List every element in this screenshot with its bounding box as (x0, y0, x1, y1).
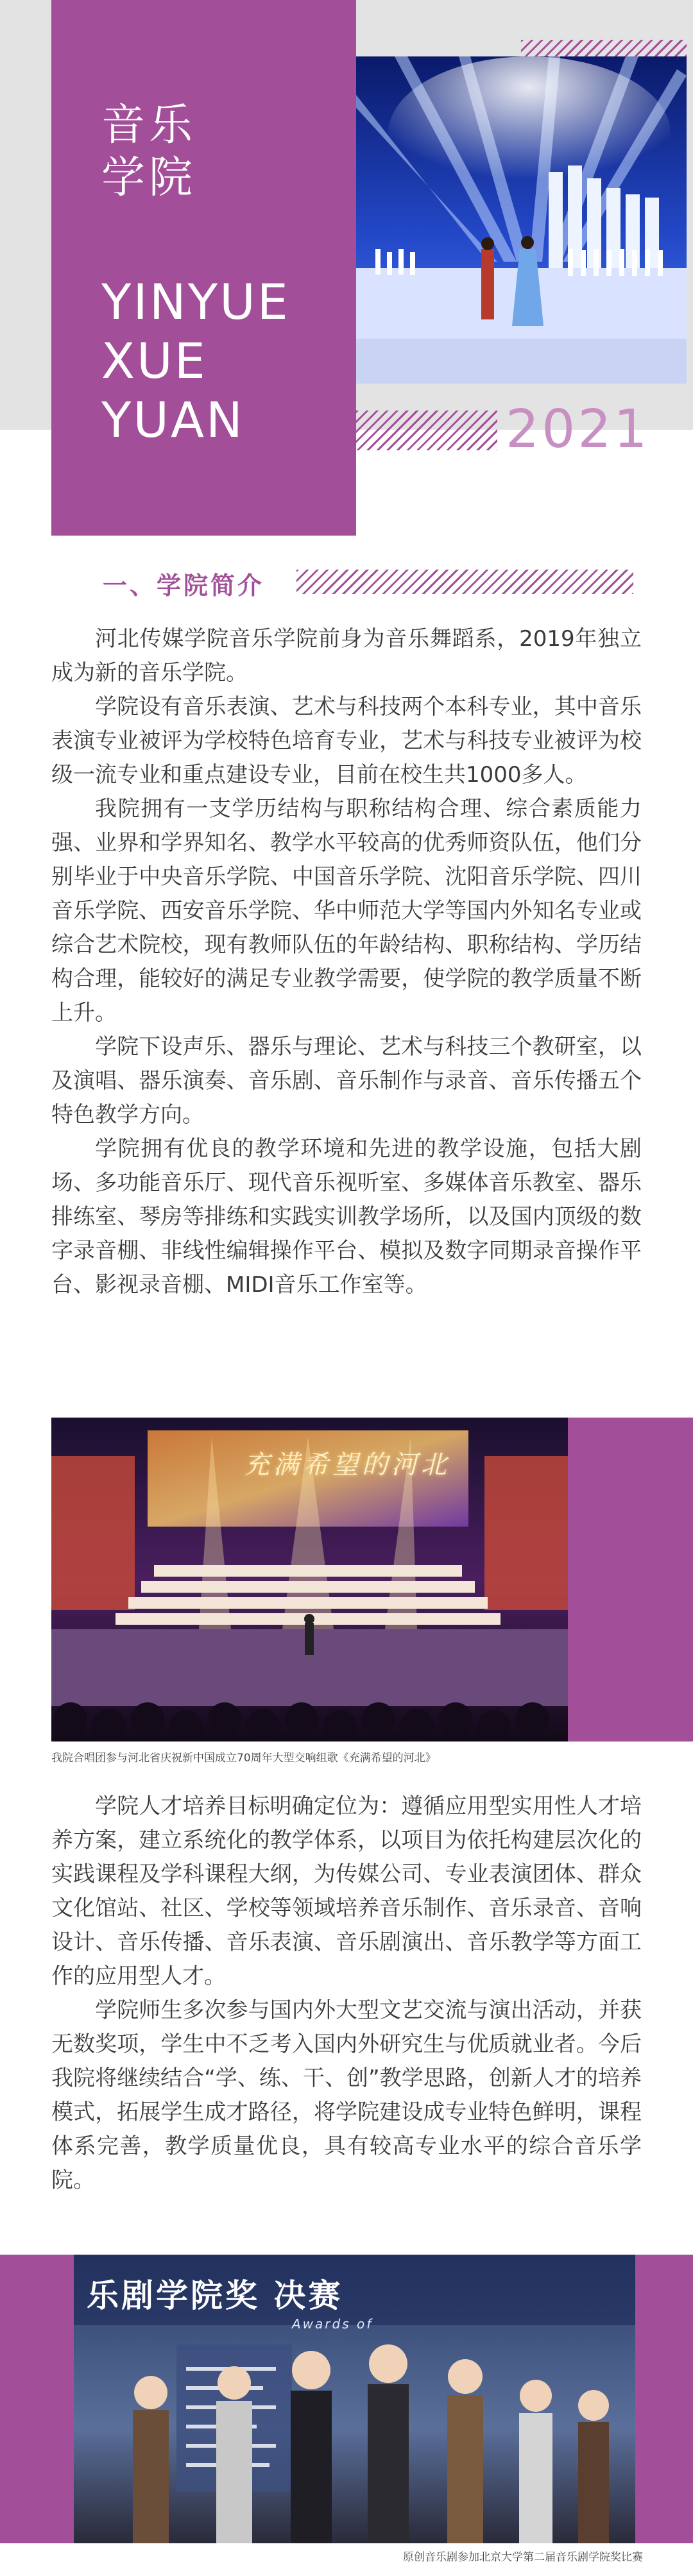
decorative-stripes-top (521, 40, 687, 56)
photo-1-banner-text: 充满希望的河北 (244, 1450, 450, 1480)
title-pinyin-line-3: YUAN (101, 391, 244, 448)
intro-paragraph-4: 学院下设声乐、器乐与理论、艺术与科技三个教研室，以及演唱、器乐演奏、音乐剧、音乐制作与录音、音乐传播五个特色教学方向。 (51, 1034, 642, 1128)
stage-performance-photo (356, 56, 687, 384)
photo-1-caption: 我院合唱团参与河北省庆祝新中国成立70周年大型交响组歌《充满希望的河北》 (51, 1752, 436, 1765)
intro-paragraph-1: 河北传媒学院音乐学院前身为音乐舞蹈系，2019年独立成为新的音乐学院。 (51, 626, 642, 686)
title-pinyin-line-2: XUE (101, 332, 207, 389)
decorative-stripes-year (356, 411, 497, 450)
intro-paragraph-2: 学院设有音乐表演、艺术与科技两个本科专业，其中音乐表演专业被评为学校特色培育专业，艺术与科技专业被评为校级一流专业和重点建设专业，目前在校生共1000多人。 (51, 694, 642, 788)
title-block (51, 0, 356, 536)
title-chinese-line-2: 学院 (101, 153, 197, 203)
section-title-stripes (296, 570, 633, 594)
photo-2-caption: 原创音乐剧参加北京大学第二届音乐剧学院奖比赛 (403, 2551, 643, 2564)
section-title: 一、学院简介 (103, 572, 265, 600)
choir-concert-photo (51, 1418, 568, 1741)
title-chinese-line-1: 音乐 (101, 100, 197, 151)
training-paragraph-2: 学院师生多次参与国内外大型文艺交流与演出活动，并获无数奖项，学生中不乏考入国内外研究生与优质就业者。今后我院将继续结合“学、练、干、创”教学思路，创新人才的培养模式，拓展学生成才路径，将学院建设成专业特色鲜明，课程体系完善，教学质量优良，具有较高专业水平的综合音乐学院。 (51, 1997, 642, 2193)
photo-1-accent-slab (568, 1418, 693, 1741)
musical-theatre-photo (74, 2255, 635, 2543)
training-paragraph-1: 学院人才培养目标明确定位为：遵循应用型实用性人才培养方案，建立系统化的教学体系，以项目为依托构建层次化的实践课程及学科课程大纲，为传媒公司、专业表演团体、群众文化馆站、社区、学校等领域培养音乐制作、音乐录音、音响设计、音乐传播、音乐表演、音乐剧演出、音乐教学等方面工作的应用型人才。 (51, 1793, 642, 1989)
title-pinyin-line-1: YINYUE (101, 273, 290, 330)
training-text (51, 1790, 642, 2198)
intro-text (51, 622, 642, 1302)
intro-paragraph-5: 学院拥有优良的教学环境和先进的教学设施，包括大剧场、多功能音乐厅、现代音乐视听室、多媒体音乐教室、器乐排练室、琴房等排练和实践实训教学场所，以及国内顶级的数字录音棚、非线性编辑操作平台、模拟及数字同期录音操作平台、影视录音棚、MIDI音乐工作室等。 (51, 1136, 642, 1298)
intro-paragraph-3: 我院拥有一支学历结构与职称结构合理、综合素质能力强、业界和学界知名、教学水平较高的优秀师资队伍，他们分别毕业于中央音乐学院、中国音乐学院、沈阳音乐学院、四川音乐学院、西安音乐学院、华中师范大学等国内外知名专业或综合艺术院校，现有教师队伍的年龄结构、职称结构、学历结构合理，能较好的满足专业教学需要，使学院的教学质量不断上升。 (51, 796, 642, 1026)
photo-2-banner-subtext: Awards of (292, 2316, 373, 2332)
title-chinese (51, 99, 356, 205)
photo-2-banner-text: 乐剧学院奖 决赛 (87, 2277, 343, 2314)
year-label: 2021 (506, 399, 650, 460)
title-pinyin (51, 273, 356, 450)
